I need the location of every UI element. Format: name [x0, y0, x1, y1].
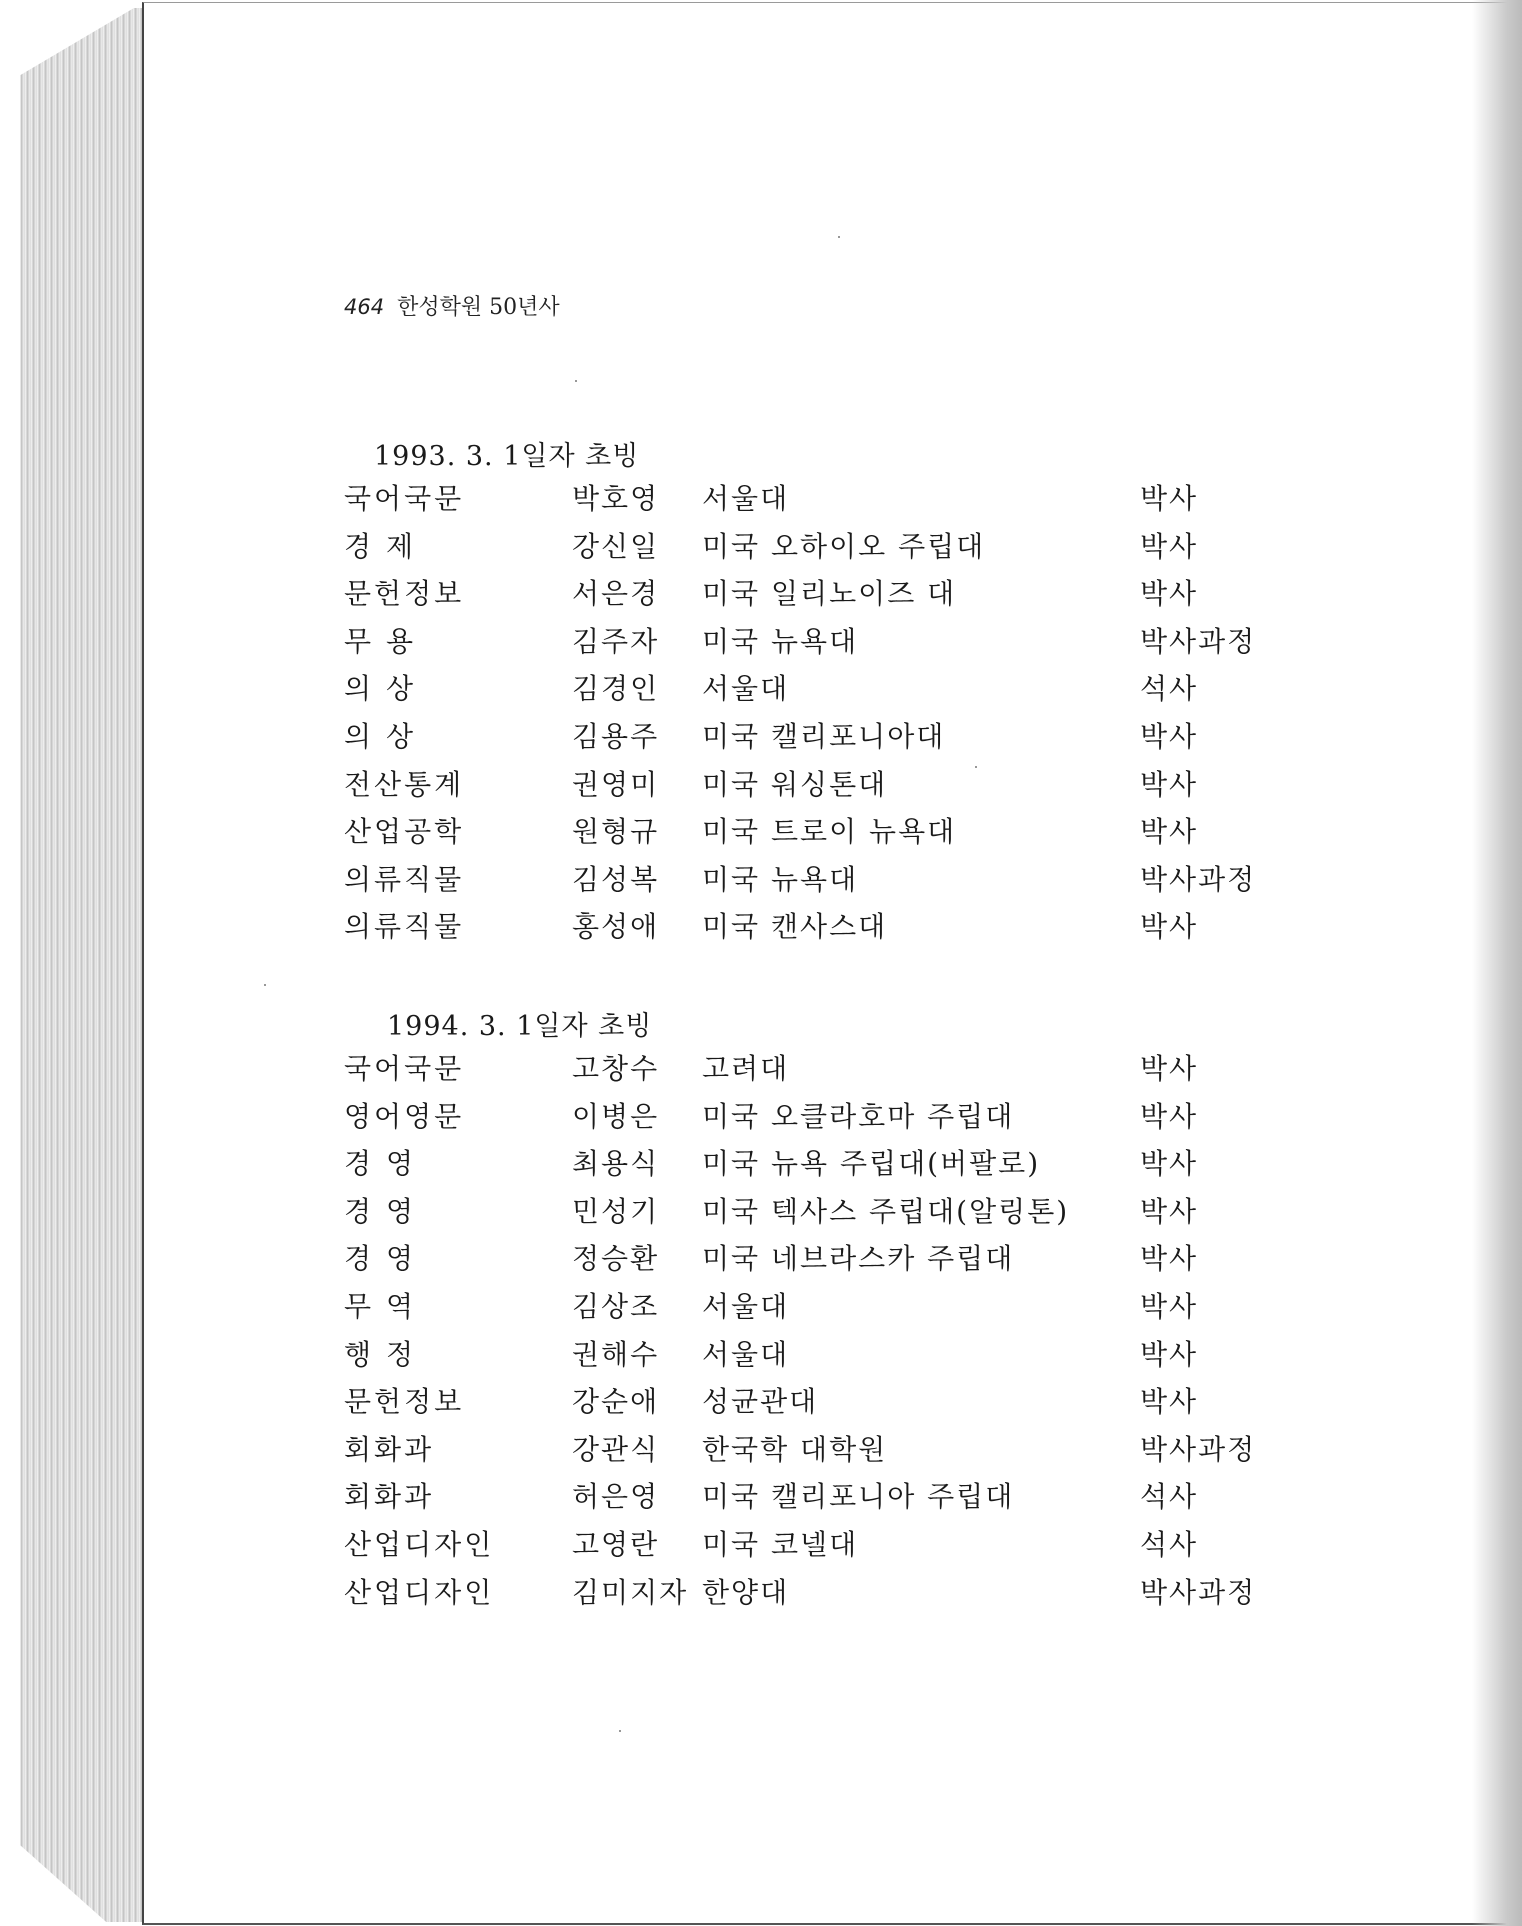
dept-cell: 의 상	[344, 720, 416, 753]
dept-cell: 국어국문	[344, 482, 465, 515]
table-row	[0, 527, 1522, 567]
dept-cell: 경 영	[344, 1242, 416, 1276]
table-row	[0, 1192, 1522, 1232]
name-cell: 홍성애	[572, 910, 660, 944]
name-cell: 민성기	[572, 1194, 660, 1228]
table-row	[0, 907, 1522, 947]
name-cell: 허은영	[572, 1480, 660, 1514]
school-cell: 미국 오클라호마 주립대	[702, 1099, 1015, 1133]
school-cell: 미국 일리노이즈 대	[702, 577, 957, 611]
degree-cell: 박사	[1140, 910, 1199, 944]
table-row	[0, 622, 1522, 662]
scan-speck	[264, 984, 266, 986]
dept-cell: 산업디자인	[344, 1575, 495, 1609]
school-cell: 한국학 대학원	[702, 1432, 888, 1466]
degree-cell: 박사	[1140, 482, 1199, 515]
degree-cell: 박사	[1140, 1385, 1199, 1419]
table-row	[0, 1335, 1522, 1375]
degree-cell: 석사	[1140, 672, 1199, 706]
table-row	[0, 1144, 1522, 1184]
name-cell: 김상조	[572, 1290, 660, 1323]
school-cell: 미국 워싱톤대	[702, 767, 888, 801]
school-cell: 서울대	[702, 482, 790, 515]
table-row	[0, 860, 1522, 900]
school-cell: 미국 텍사스 주립대(알링톤)	[702, 1194, 1070, 1228]
degree-cell: 박사	[1140, 815, 1199, 849]
degree-cell: 박사	[1140, 529, 1199, 563]
dept-cell: 행 정	[344, 1337, 416, 1371]
section-title-1994: 1994. 3. 1일자 초빙	[387, 1011, 653, 1042]
degree-cell: 박사	[1140, 1290, 1199, 1323]
name-cell: 최용식	[572, 1147, 660, 1181]
degree-cell: 박사	[1140, 1099, 1199, 1133]
table-row	[0, 1573, 1522, 1613]
dept-cell: 경 제	[344, 529, 416, 563]
book-page-edges	[18, 8, 144, 1922]
dept-cell: 무 용	[344, 624, 416, 658]
dept-cell: 의류직물	[344, 910, 465, 944]
name-cell: 권영미	[572, 767, 660, 801]
degree-cell: 박사과정	[1140, 1432, 1257, 1466]
degree-cell: 박사	[1140, 577, 1199, 611]
page-number: 464	[344, 295, 385, 319]
table-row	[0, 812, 1522, 852]
table-row	[0, 574, 1522, 614]
dept-cell: 산업디자인	[344, 1528, 495, 1561]
name-cell: 김주자	[572, 624, 660, 658]
name-cell: 김경인	[572, 672, 660, 706]
name-cell: 원형규	[572, 815, 660, 849]
scan-speck	[619, 1730, 621, 1732]
degree-cell: 박사	[1140, 767, 1199, 801]
dept-cell: 무 역	[344, 1290, 416, 1323]
dept-cell: 문헌정보	[344, 577, 465, 611]
table-row	[0, 1525, 1522, 1565]
name-cell: 강신일	[572, 529, 660, 563]
name-cell: 정승환	[572, 1242, 660, 1276]
table-row	[0, 765, 1522, 805]
dept-cell: 산업공학	[344, 815, 465, 849]
school-cell: 성균관대	[702, 1385, 819, 1419]
section-title-1993: 1993. 3. 1일자 초빙	[374, 441, 640, 472]
table-row	[0, 669, 1522, 709]
degree-cell: 박사	[1140, 720, 1199, 753]
degree-cell: 석사	[1140, 1528, 1199, 1561]
degree-cell: 박사	[1140, 1052, 1199, 1085]
degree-cell: 박사과정	[1140, 624, 1257, 658]
school-cell: 한양대	[702, 1575, 790, 1609]
school-cell: 고려대	[702, 1052, 790, 1085]
page-shadow	[1472, 0, 1522, 1926]
scan-speck	[838, 236, 840, 238]
degree-cell: 박사과정	[1140, 1575, 1257, 1609]
table-row	[0, 479, 1522, 519]
name-cell: 강관식	[572, 1432, 660, 1466]
table-row	[0, 1097, 1522, 1137]
degree-cell: 박사	[1140, 1147, 1199, 1181]
table-row	[0, 1382, 1522, 1422]
name-cell: 박호영	[572, 482, 660, 515]
name-cell: 서은경	[572, 577, 660, 611]
table-row	[0, 1287, 1522, 1327]
school-cell: 미국 네브라스카 주립대	[702, 1242, 1015, 1276]
school-cell: 미국 뉴욕대	[702, 862, 859, 896]
name-cell: 고창수	[572, 1052, 660, 1085]
dept-cell: 경 영	[344, 1194, 416, 1228]
dept-cell: 문헌정보	[344, 1385, 465, 1419]
degree-cell: 석사	[1140, 1480, 1199, 1514]
dept-cell: 의류직물	[344, 862, 465, 896]
name-cell: 이병은	[572, 1099, 660, 1133]
scan-speck	[575, 380, 577, 382]
table-row	[0, 1430, 1522, 1470]
degree-cell: 박사	[1140, 1194, 1199, 1228]
name-cell: 김미지자	[572, 1575, 689, 1609]
dept-cell: 회화과	[344, 1432, 435, 1466]
running-header	[344, 290, 560, 321]
school-cell: 미국 뉴욕 주립대(버팔로)	[702, 1147, 1041, 1181]
degree-cell: 박사	[1140, 1337, 1199, 1371]
school-cell: 서울대	[702, 1337, 790, 1371]
table-row	[0, 1239, 1522, 1279]
table-row	[0, 1477, 1522, 1517]
name-cell: 고영란	[572, 1528, 660, 1561]
name-cell: 김성복	[572, 862, 660, 896]
dept-cell: 의 상	[344, 672, 416, 706]
dept-cell: 회화과	[344, 1480, 435, 1514]
dept-cell: 전산통계	[344, 767, 465, 801]
dept-cell: 국어국문	[344, 1052, 465, 1085]
school-cell: 미국 오하이오 주립대	[702, 529, 986, 563]
name-cell: 권해수	[572, 1337, 660, 1371]
dept-cell: 경 영	[344, 1147, 416, 1181]
school-cell: 미국 캘리포니아 주립대	[702, 1480, 1015, 1514]
dept-cell: 영어영문	[344, 1099, 465, 1133]
book-title: 한성학원 50년사	[397, 295, 560, 320]
degree-cell: 박사	[1140, 1242, 1199, 1276]
school-cell: 서울대	[702, 672, 790, 706]
school-cell: 미국 캔사스대	[702, 910, 888, 944]
name-cell: 김용주	[572, 720, 660, 753]
school-cell: 미국 뉴욕대	[702, 624, 859, 658]
name-cell: 강순애	[572, 1385, 660, 1419]
school-cell: 미국 트로이 뉴욕대	[702, 815, 957, 849]
school-cell: 서울대	[702, 1290, 790, 1323]
school-cell: 미국 캘리포니아대	[702, 720, 946, 753]
degree-cell: 박사과정	[1140, 862, 1257, 896]
school-cell: 미국 코넬대	[702, 1528, 859, 1561]
table-row	[0, 1049, 1522, 1089]
table-row	[0, 717, 1522, 757]
